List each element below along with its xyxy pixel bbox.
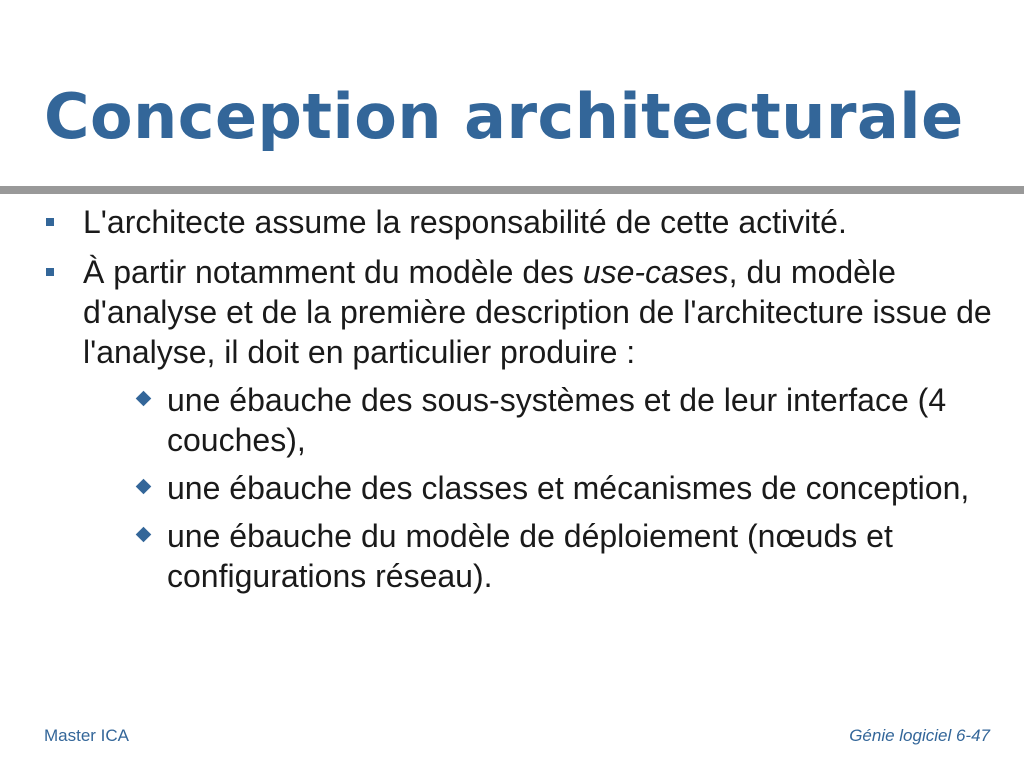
sub-bullet-item: [128, 380, 1004, 460]
bullet-text-start: À partir notamment du modèle des: [83, 254, 583, 290]
diamond-bullet-icon: [136, 391, 152, 407]
sub-bullet-item: [128, 516, 1004, 596]
footer-page-label: Génie logiciel 6-47: [849, 726, 990, 745]
bullet-text-italic: use-cases: [582, 254, 729, 290]
sub-bullet-text: une ébauche des sous-systèmes et de leur interface (4 couches),: [167, 382, 947, 458]
slide-body: [44, 202, 1004, 606]
sub-bullet-item: [128, 468, 1004, 508]
footer-course-label: Master ICA: [44, 726, 130, 745]
sub-bullet-text: une ébauche du modèle de déploiement (nœuds et configurations réseau).: [167, 518, 893, 594]
bullet-text: L'architecte assume la responsabilité de cette activité.: [83, 204, 847, 240]
bullet-text-end: , du modèle d'analyse et de la première description de l'architecture issue de l'analyse, il doit en particulier produire :: [83, 254, 992, 370]
square-bullet-icon: [46, 218, 54, 226]
bullet-item: [44, 202, 1004, 242]
sub-bullet-text: une ébauche des classes et mécanismes de conception,: [167, 470, 970, 506]
diamond-bullet-icon: [136, 527, 152, 543]
bullet-item: [44, 252, 1004, 596]
square-bullet-icon: [46, 268, 54, 276]
title-divider: [0, 186, 1024, 194]
diamond-bullet-icon: [136, 479, 152, 495]
slide-title: Conception architecturale: [44, 80, 964, 153]
